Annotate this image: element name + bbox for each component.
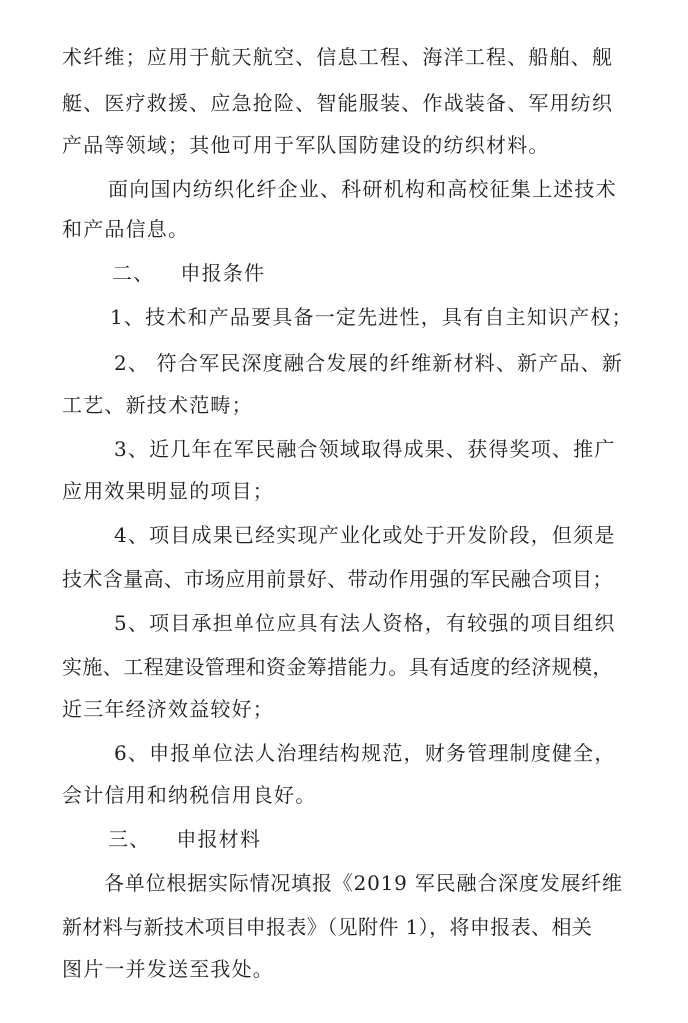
section-heading-3 [108,826,261,852]
section-title: 申报条件 [180,261,266,285]
condition-item-4: 4、项目成果已经实现产业化或处于开发阶段，但须是 [114,523,616,547]
section-number: 三、 [108,827,151,851]
paragraph-line: 图片一并发送至我处。 [62,957,274,981]
condition-item-6: 6、申报单位法人治理结构规范，财务管理制度健全， [114,741,616,765]
condition-item-4-cont: 技术含量高、市场应用前景好、带动作用强的军民融合项目； [62,567,613,591]
paragraph-line: 艇、医疗救援、应急抢险、智能服装、作战装备、军用纺织 [62,91,614,115]
paragraph-line: 面向国内纺织化纤企业、科研机构和高校征集上述技术 [108,177,617,201]
paragraph-line: 新材料与新技术项目申报表》（见附件 1），将申报表、相关 [62,915,593,939]
condition-item-5-cont: 近三年经济效益较好； [62,697,274,721]
condition-item-6-cont: 会计信用和纳税信用良好。 [62,783,317,807]
paragraph-line: 和产品信息。 [62,217,190,241]
condition-item-1: 1、技术和产品要具备一定先进性，具有自主知识产权； [110,305,633,329]
condition-item-2-cont: 工艺、新技术范畴； [62,393,253,417]
condition-item-3: 3、近几年在军民融合领域取得成果、获得奖项、推广 [114,437,616,461]
paragraph-line: 术纤维；应用于航天航空、信息工程、海洋工程、船舶、舰 [62,45,614,69]
condition-item-5: 5、项目承担单位应具有法人资格，有较强的项目组织 [114,611,616,635]
condition-item-3-cont: 应用效果明显的项目； [62,479,274,503]
section-title: 申报材料 [176,827,262,851]
section-heading-2 [112,260,265,286]
paragraph-line: 各单位根据实际情况填报《2019 军民融合深度发展纤维 [104,871,623,895]
condition-item-2: 2、 符合军民深度融合发展的纤维新材料、新产品、新 [114,351,624,375]
section-number: 二、 [112,261,155,285]
paragraph-line: 产品等领域；其他可用于军队国防建设的纺织材料。 [62,133,550,157]
condition-item-5-cont: 实施、工程建设管理和资金筹措能力。具有适度的经济规模， [62,655,613,679]
